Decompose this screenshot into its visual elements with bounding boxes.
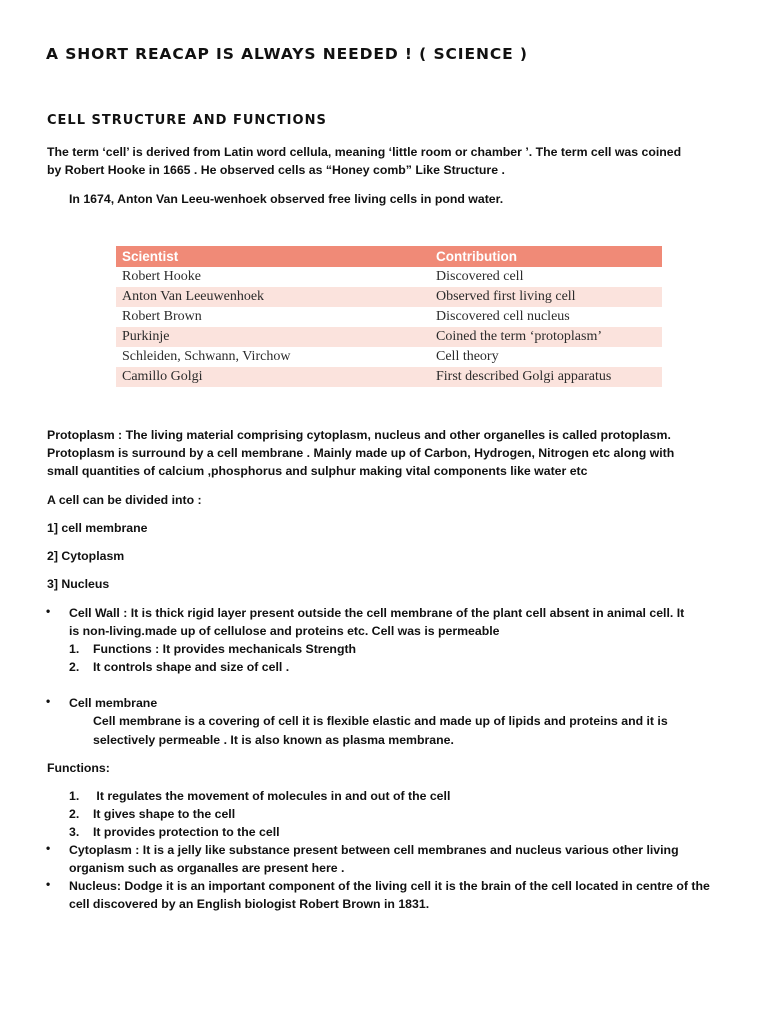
bullet-icon: • bbox=[46, 841, 51, 855]
cell-membrane-desc-1: Cell membrane is a covering of cell it is flexible elastic and made up of lipids and proteins and it is bbox=[93, 714, 668, 728]
nucleus-line-1: Nucleus: Dodge it is an important component of the living cell it is the brain of the cell located in centre of the bbox=[69, 879, 710, 893]
protoplasm-line-2: Protoplasm is surround by a cell membrane . Mainly made up of Carbon, Hydrogen, Nitrogen etc along with bbox=[47, 446, 675, 460]
table-cell-contribution: Coined the term ‘protoplasm’ bbox=[430, 327, 662, 347]
table-row bbox=[116, 367, 662, 387]
table-row bbox=[116, 347, 662, 367]
list-text: Functions : It provides mechanicals Strength bbox=[93, 642, 357, 656]
table-cell-scientist: Anton Van Leeuwenhoek bbox=[116, 287, 430, 307]
intro-line-2: by Robert Hooke in 1665 . He observed cells as “Honey comb” Like Structure . bbox=[47, 163, 505, 177]
cell-wall-line-1: Cell Wall : It is thick rigid layer present outside the cell membrane of the plant cell absent in animal cell. It bbox=[69, 606, 685, 620]
table-header-contribution: Contribution bbox=[430, 246, 662, 267]
list-number: 2. bbox=[69, 807, 80, 821]
functions-heading: Functions: bbox=[47, 761, 110, 775]
table-cell-contribution: Cell theory bbox=[430, 347, 662, 367]
protoplasm-line-1: Protoplasm : The living material comprising cytoplasm, nucleus and other organelles is called protoplasm. bbox=[47, 428, 671, 442]
table-cell-contribution: First described Golgi apparatus bbox=[430, 367, 662, 387]
protoplasm-line-3: small quantities of calcium ,phosphorus and sulphur making vital components like water etc bbox=[47, 464, 588, 478]
list-text: It provides protection to the cell bbox=[93, 825, 280, 839]
list-number: 1. bbox=[69, 789, 80, 803]
table-cell-contribution: Discovered cell bbox=[430, 267, 662, 287]
table-row bbox=[116, 267, 662, 287]
cell-wall-function-2 bbox=[69, 658, 289, 676]
list-text: It controls shape and size of cell . bbox=[93, 660, 290, 674]
table-cell-scientist: Robert Brown bbox=[116, 307, 430, 327]
list-text: It regulates the movement of molecules in and out of the cell bbox=[93, 789, 451, 803]
membrane-function-2 bbox=[69, 805, 235, 823]
intro-line-1: The term ‘cell’ is derived from Latin word cellula, meaning ‘little room or chamber ’. The term cell was coined bbox=[47, 145, 682, 159]
cytoplasm-line-2: organism such as organalles are present here . bbox=[69, 861, 345, 875]
cell-wall-line-2: is non-living.made up of cellulose and proteins etc. Cell was is permeable bbox=[69, 624, 500, 638]
cytoplasm-line-1: Cytoplasm : It is a jelly like substance present between cell membranes and nucleus various other living bbox=[69, 843, 679, 857]
cell-membrane-desc-2: selectively permeable . It is also known as plasma membrane. bbox=[93, 733, 454, 747]
cell-wall-function-1 bbox=[69, 640, 356, 658]
table-row bbox=[116, 307, 662, 327]
cell-membrane-label: Cell membrane bbox=[69, 696, 158, 710]
list-number: 3. bbox=[69, 825, 80, 839]
list-number: 2. bbox=[69, 660, 80, 674]
membrane-function-3 bbox=[69, 823, 280, 841]
nucleus-line-2: cell discovered by an English biologist Robert Brown in 1831. bbox=[69, 897, 430, 911]
table-row bbox=[116, 327, 662, 347]
table-cell-scientist: Schleiden, Schwann, Virchow bbox=[116, 347, 430, 367]
table-header-scientist: Scientist bbox=[116, 246, 430, 267]
division-item-nucleus: 3] Nucleus bbox=[47, 577, 110, 591]
page-title: A SHORT REACAP IS ALWAYS NEEDED ! ( SCIENCE ) bbox=[46, 45, 528, 63]
section-heading: CELL STRUCTURE AND FUNCTIONS bbox=[47, 113, 327, 128]
bullet-icon: • bbox=[46, 604, 51, 618]
table-cell-scientist: Robert Hooke bbox=[116, 267, 430, 287]
scientist-table bbox=[116, 246, 662, 387]
bullet-icon: • bbox=[46, 694, 51, 708]
table-cell-contribution: Observed first living cell bbox=[430, 287, 662, 307]
table-cell-scientist: Purkinje bbox=[116, 327, 430, 347]
division-item-cell-membrane: 1] cell membrane bbox=[47, 521, 148, 535]
table-cell-contribution: Discovered cell nucleus bbox=[430, 307, 662, 327]
division-item-cytoplasm: 2] Cytoplasm bbox=[47, 549, 125, 563]
membrane-function-1 bbox=[69, 787, 450, 805]
division-intro: A cell can be divided into : bbox=[47, 493, 202, 507]
table-cell-scientist: Camillo Golgi bbox=[116, 367, 430, 387]
bullet-icon: • bbox=[46, 877, 51, 891]
list-number: 1. bbox=[69, 642, 80, 656]
list-text: It gives shape to the cell bbox=[93, 807, 236, 821]
table-header-row bbox=[116, 246, 662, 267]
intro-line-3: In 1674, Anton Van Leeu-wenhoek observed free living cells in pond water. bbox=[69, 192, 504, 206]
scientist-table-wrapper bbox=[116, 246, 662, 387]
table-row bbox=[116, 287, 662, 307]
